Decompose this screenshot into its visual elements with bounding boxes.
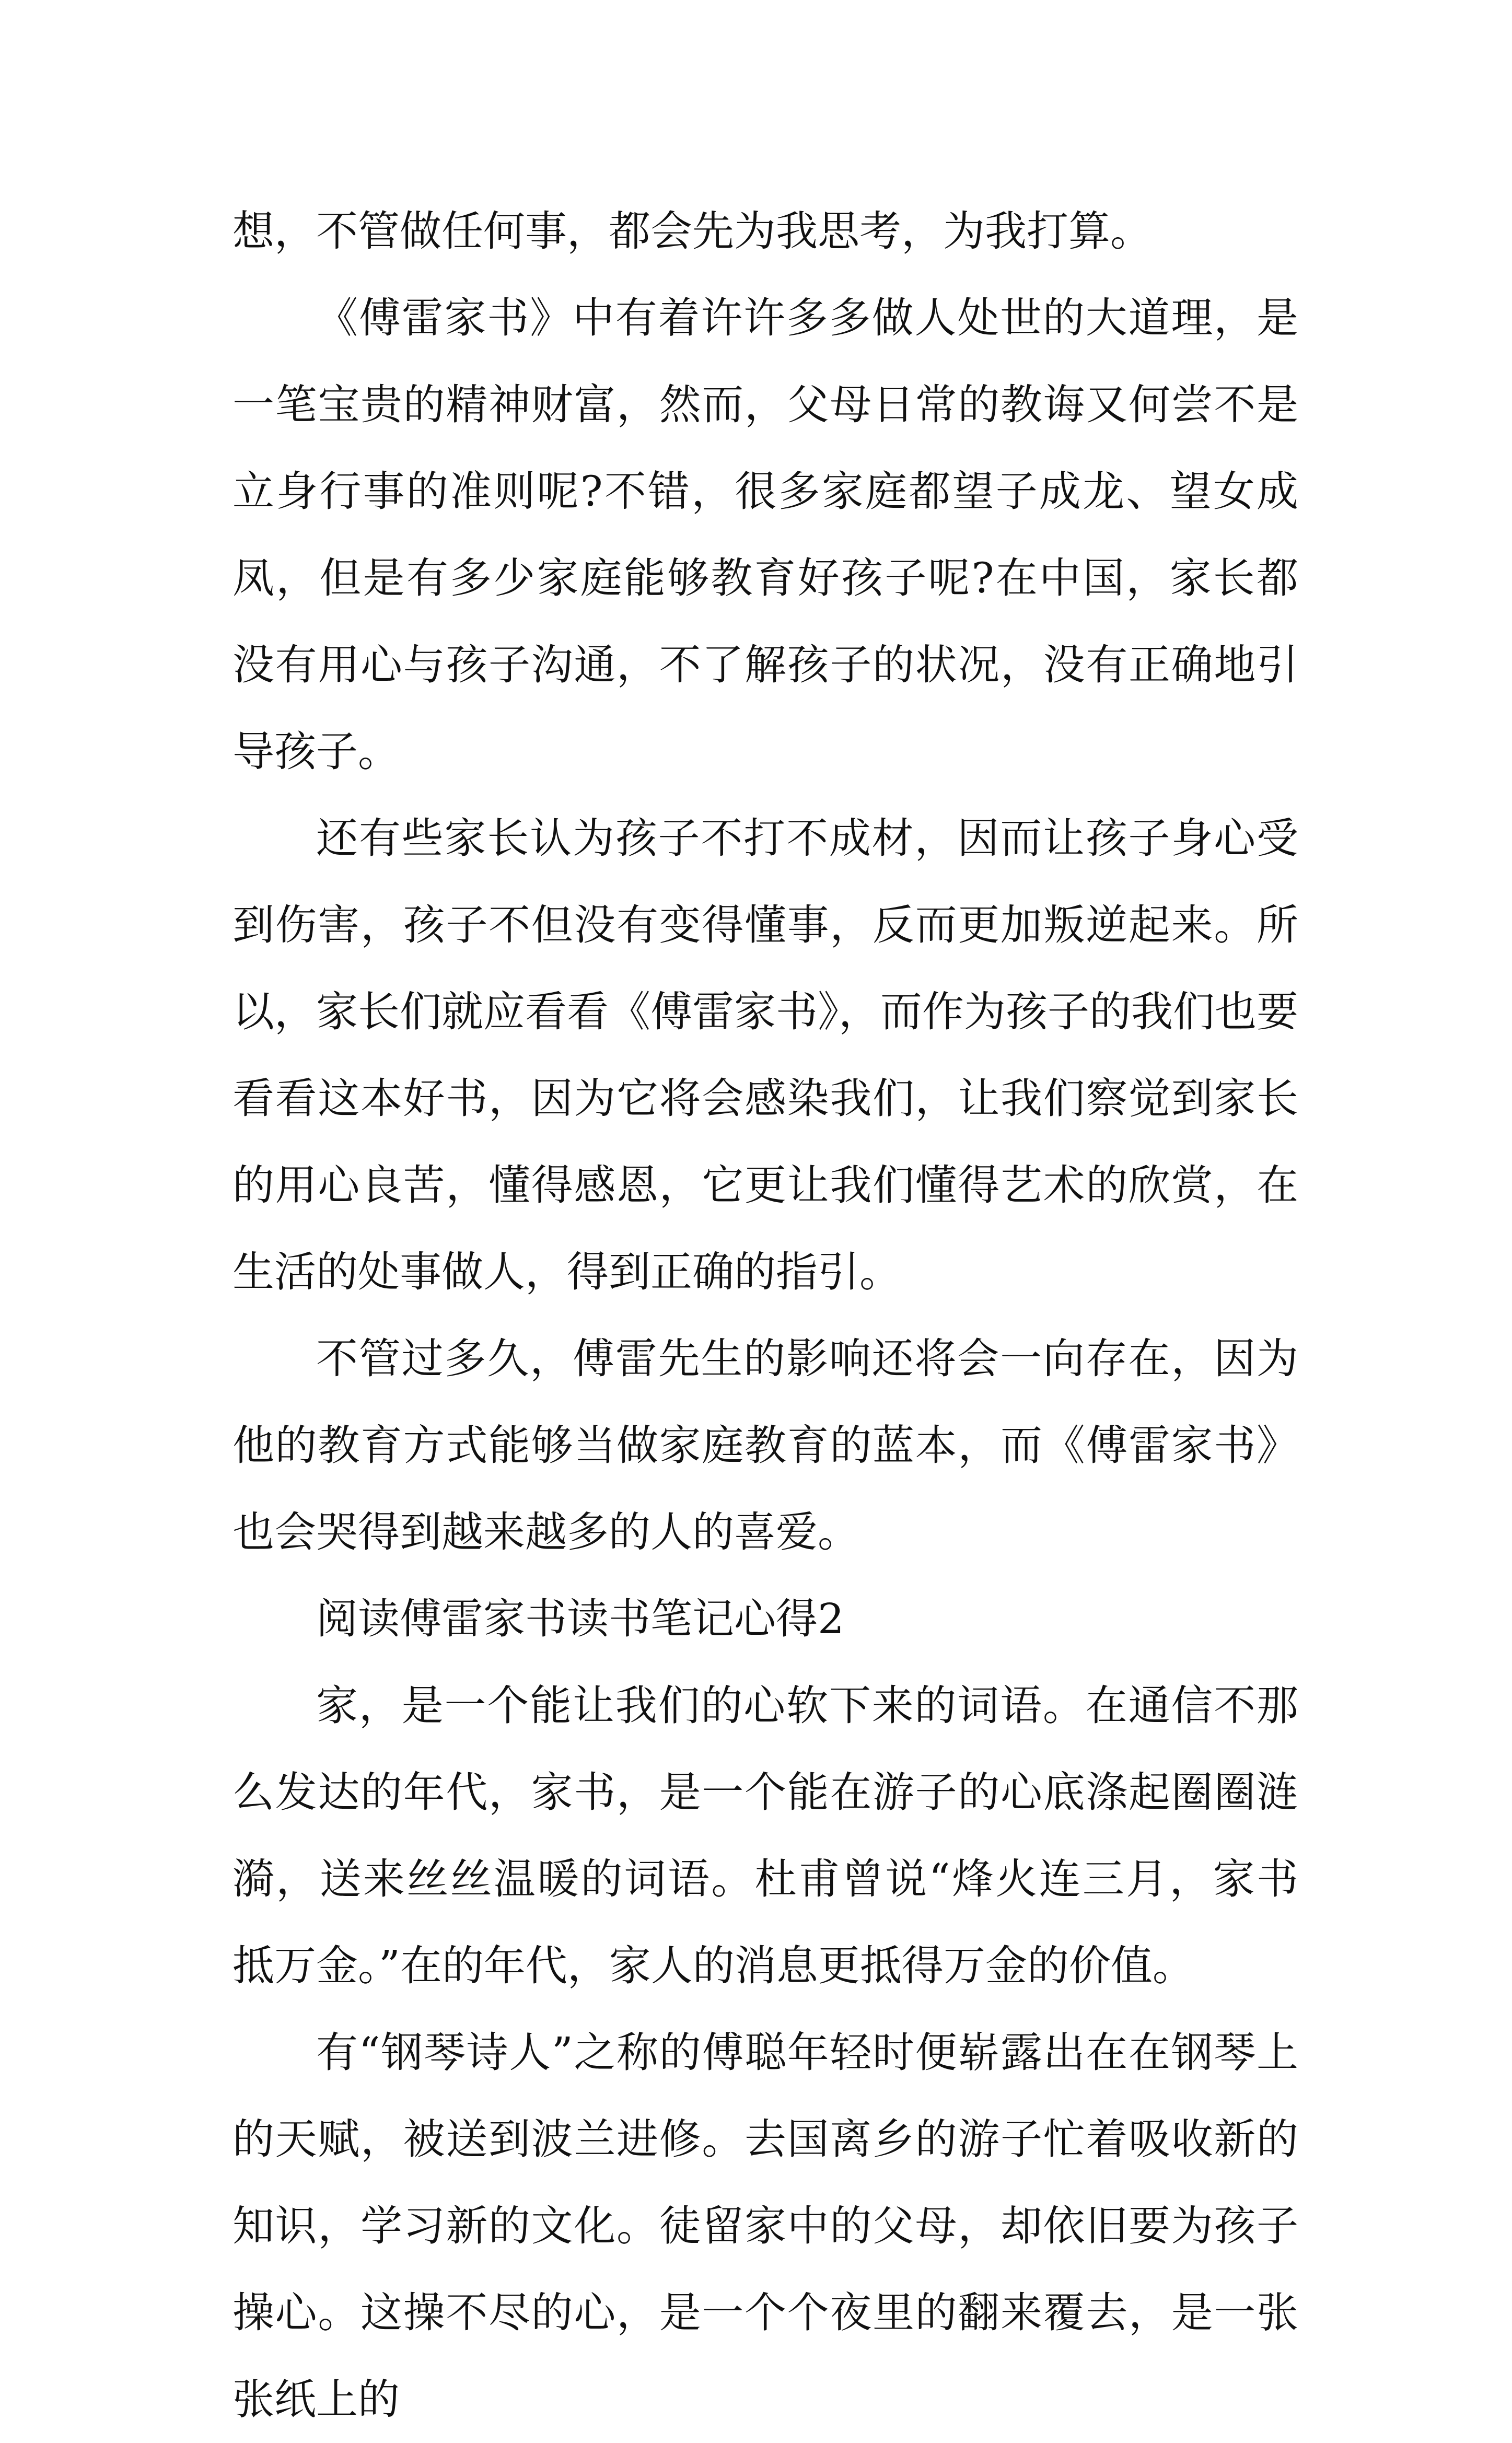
paragraph: 《傅雷家书》中有着许许多多做人处世的大道理，是一笔宝贵的精神财富，然而，父母日常的教诲又何尝不是立身行事的准则呢?不错，很多家庭都望子成龙、望女成凤，但是有多少家庭能够教育好孩子呢?在中国，家长都没有用心与孩子沟通，不了解孩子的状况，没有正确地引导孩子。	[232, 294, 1298, 776]
paragraph: 还有些家长认为孩子不打不成材，因而让孩子身心受到伤害，孩子不但没有变得懂事，反而更加叛逆起来。所以，家长们就应看看《傅雷家书》，而作为孩子的我们也要看看这本好书，因为它将会感染我们，让我们察觉到家长的用心良苦，懂得感恩，它更让我们懂得艺术的欣赏，在生活的处事做人，得到正确的指引。	[232, 814, 1298, 1296]
paragraph-continuation: 想，不管做任何事，都会先为我思考，为我打算。	[232, 207, 1152, 255]
paragraph: 不管过多久，傅雷先生的影响还将会一向存在，因为他的教育方式能够当做家庭教育的蓝本，而《傅雷家书》也会哭得到越来越多的人的喜爱。	[232, 1334, 1298, 1556]
paragraph: 有“钢琴诗人”之称的傅聪年轻时便崭露出在在钢琴上的天赋，被送到波兰进修。去国离乡的游子忙着吸收新的知识，学习新的文化。徒留家中的父母，却依旧要为孩子操心。这操不尽的心，是一个个夜里的翻来覆去，是一张张纸上的	[232, 2028, 1298, 2424]
paragraph: 家，是一个能让我们的心软下来的词语。在通信不那么发达的年代，家书，是一个能在游子的心底涤起圈圈涟漪，送来丝丝温暖的词语。杜甫曾说“烽火连三月，家书抵万金。”在的年代，家人的消息更抵得万金的价值。	[232, 1681, 1298, 1990]
document-body	[232, 188, 1298, 2443]
section-heading: 阅读傅雷家书读书笔记心得2	[316, 1595, 844, 1643]
